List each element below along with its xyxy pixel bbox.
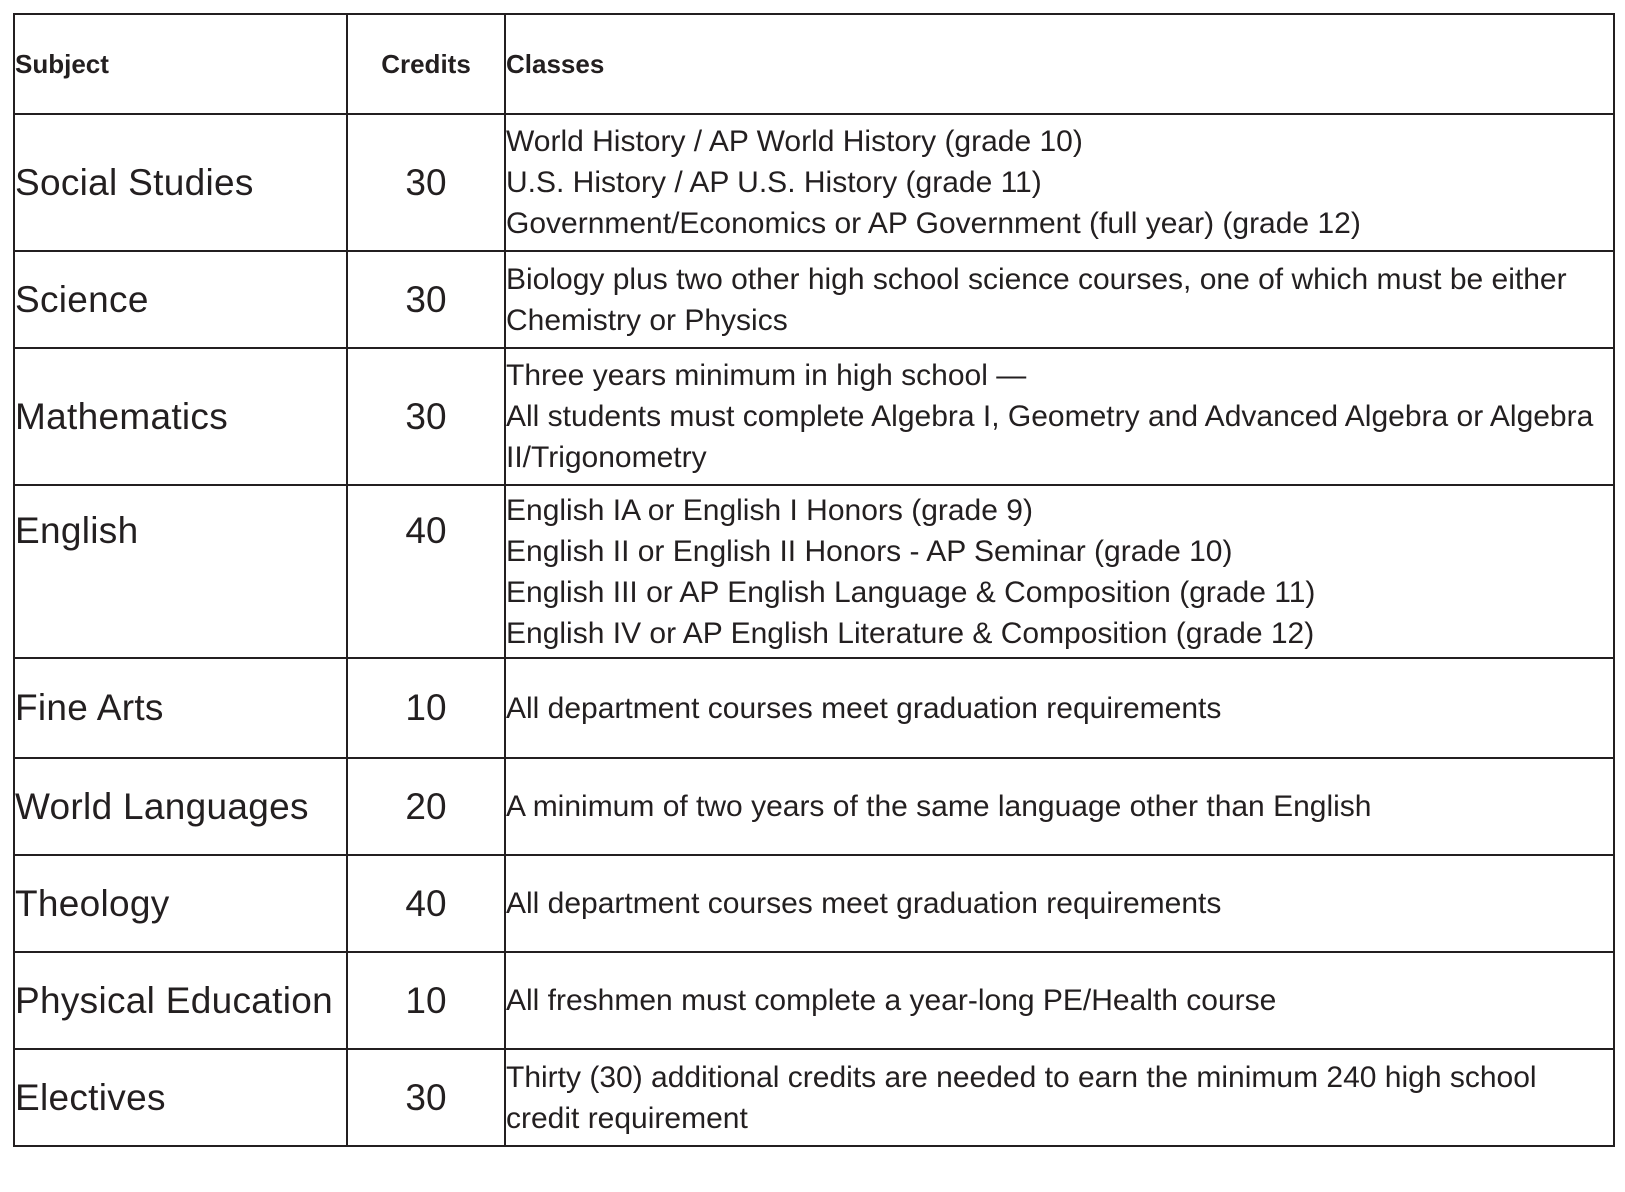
class-line: Three years minimum in high school — xyxy=(506,359,1027,392)
class-line: All freshmen must complete a year-long PE/Health course xyxy=(506,984,1277,1017)
class-line: Thirty (30) additional credits are needed to earn the minimum 240 high school credit requirement xyxy=(506,1060,1537,1135)
subject-cell: Physical Education xyxy=(14,952,347,1049)
class-line: A minimum of two years of the same language other than English xyxy=(506,790,1372,823)
classes-cell xyxy=(505,485,1614,658)
table-row xyxy=(14,114,1614,251)
subject-cell: Mathematics xyxy=(14,348,347,485)
credits-cell: 10 xyxy=(347,952,505,1049)
table-row xyxy=(14,1049,1614,1146)
credits-cell: 40 xyxy=(347,485,505,658)
credits-cell: 40 xyxy=(347,855,505,952)
class-line: U.S. History / AP U.S. History (grade 11) xyxy=(506,166,1042,199)
subject-cell: Theology xyxy=(14,855,347,952)
subject-cell: Social Studies xyxy=(14,114,347,251)
table-row xyxy=(14,251,1614,348)
class-line: Biology plus two other high school science courses, one of which must be either Chemistry or Physics xyxy=(506,262,1567,337)
subject-cell: Science xyxy=(14,251,347,348)
table-row xyxy=(14,658,1614,758)
table-header-row xyxy=(14,14,1614,114)
subject-cell: Electives xyxy=(14,1049,347,1146)
classes-cell xyxy=(505,855,1614,952)
classes-cell xyxy=(505,758,1614,855)
class-line: All department courses meet graduation requirements xyxy=(506,691,1222,725)
class-line: All department courses meet graduation requirements xyxy=(506,887,1222,920)
class-line: All students must complete Algebra I, Geometry and Advanced Algebra or Algebra II/Trigonometry xyxy=(506,400,1594,474)
graduation-requirements-table xyxy=(13,13,1615,1147)
class-line: English II or English II Honors - AP Seminar (grade 10) xyxy=(506,534,1233,568)
classes-cell xyxy=(505,114,1614,251)
credits-cell: 20 xyxy=(347,758,505,855)
table-row xyxy=(14,952,1614,1049)
class-line: World History / AP World History (grade 10) xyxy=(506,125,1083,158)
credits-cell: 30 xyxy=(347,1049,505,1146)
classes-cell xyxy=(505,658,1614,758)
classes-cell xyxy=(505,251,1614,348)
class-line: English IV or AP English Literature & Composition (grade 12) xyxy=(506,616,1315,650)
classes-cell xyxy=(505,1049,1614,1146)
credits-cell: 30 xyxy=(347,251,505,348)
classes-cell xyxy=(505,952,1614,1049)
credits-cell: 10 xyxy=(347,658,505,758)
classes-cell xyxy=(505,348,1614,485)
table-row xyxy=(14,485,1614,658)
class-line: Government/Economics or AP Government (full year) (grade 12) xyxy=(506,207,1361,240)
header-classes: Classes xyxy=(505,14,1614,114)
class-line: English IA or English I Honors (grade 9) xyxy=(506,493,1033,527)
header-subject: Subject xyxy=(14,14,347,114)
subject-cell: Fine Arts xyxy=(14,658,347,758)
header-credits: Credits xyxy=(347,14,505,114)
table-row xyxy=(14,855,1614,952)
credits-cell: 30 xyxy=(347,114,505,251)
subject-cell: World Languages xyxy=(14,758,347,855)
class-line: English III or AP English Language & Composition (grade 11) xyxy=(506,575,1316,609)
table-row xyxy=(14,758,1614,855)
table-row xyxy=(14,348,1614,485)
credits-cell: 30 xyxy=(347,348,505,485)
subject-cell: English xyxy=(14,485,347,658)
